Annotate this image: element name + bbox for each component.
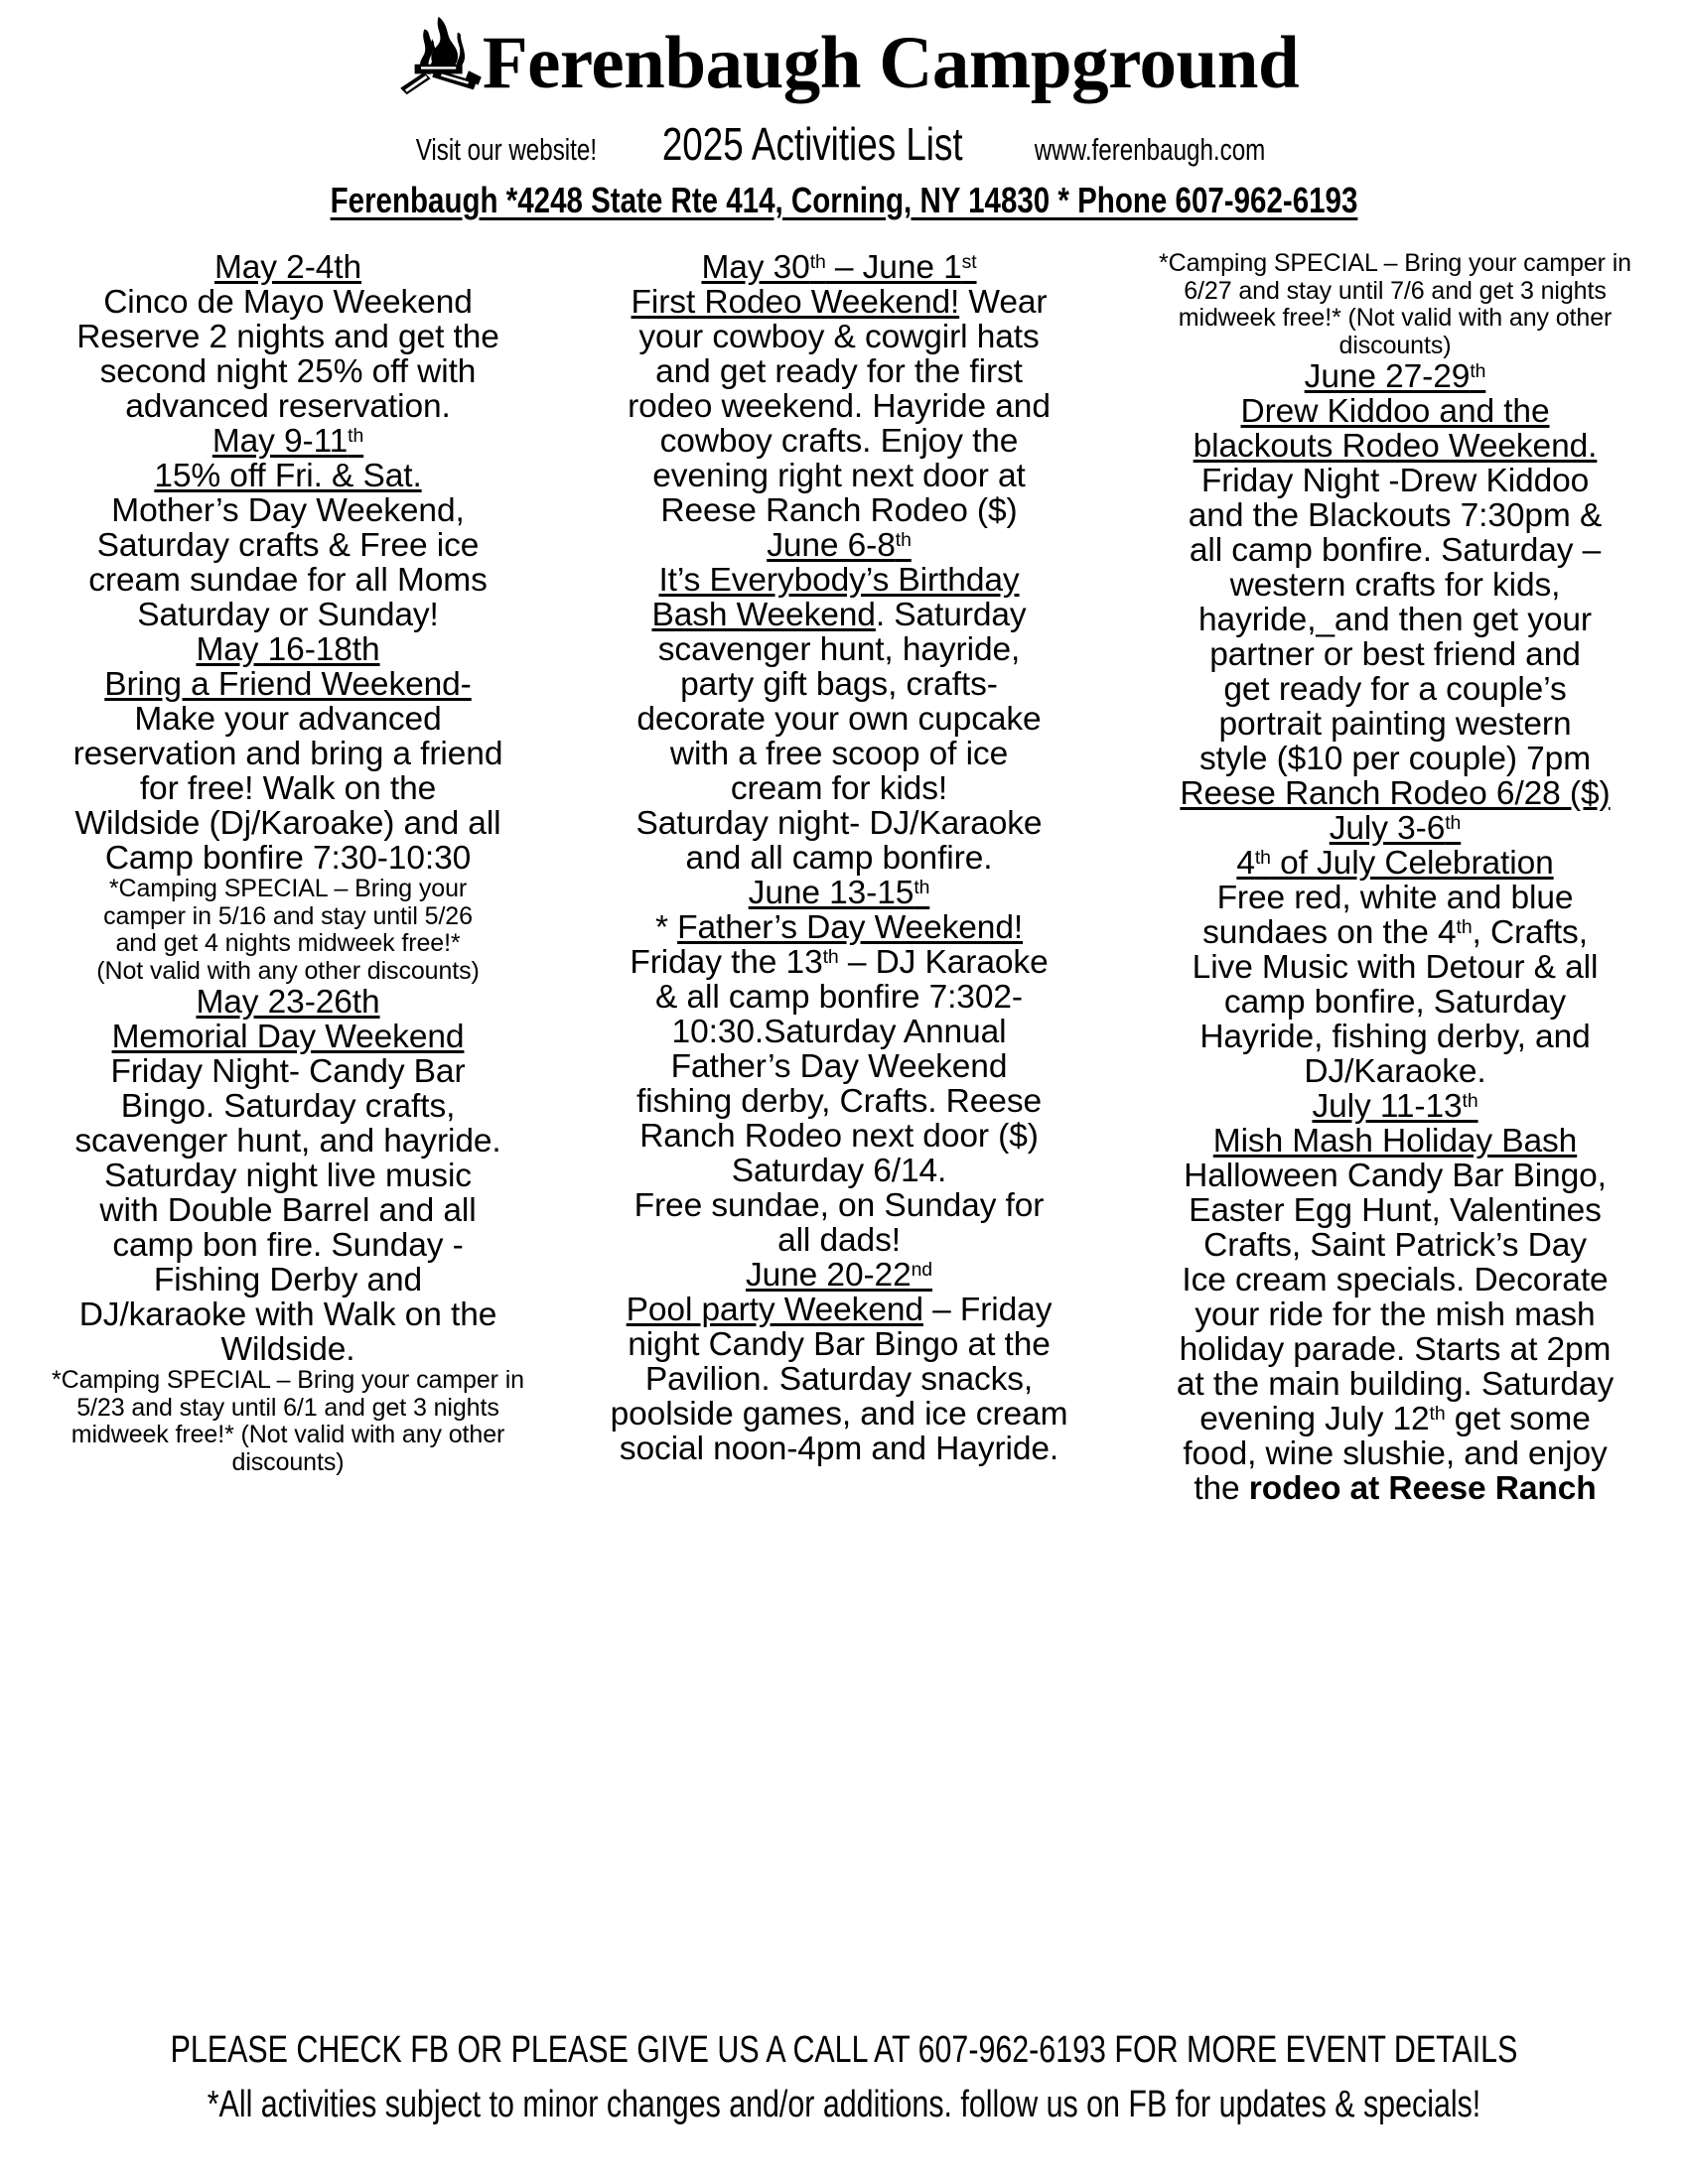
event-description-line: Saturday night live music <box>104 1158 472 1194</box>
footer-contact-line: PLEASE CHECK FB OR PLEASE GIVE US A CALL AT 607-962-6193 FOR MORE EVENT DETAILS <box>170 2028 1518 2071</box>
event-date-heading: May 2-4th <box>213 249 362 286</box>
event-description-line: Free sundae, on Sunday for <box>633 1187 1045 1224</box>
event-description-line: Saturday or Sunday! <box>137 597 439 633</box>
title-row <box>0 18 1688 107</box>
event-description-line: at the main building. Saturday <box>1176 1366 1615 1403</box>
camping-special-note: discounts) <box>231 1447 345 1476</box>
event-title-heading: Drew Kiddoo and the <box>1240 393 1550 430</box>
event-description-line: Bash Weekend. Saturday <box>651 597 1027 633</box>
event-description-line: reservation and bring a friend <box>72 736 503 772</box>
event-date-heading: May 23-26th <box>196 984 380 1021</box>
column-2 <box>585 250 1093 1506</box>
column-1 <box>34 250 542 1506</box>
event-description-line: western crafts for kids, <box>1229 567 1561 604</box>
campfire-icon <box>389 12 485 107</box>
event-description-line: and get ready for the first <box>655 353 1023 390</box>
camping-special-note: 6/27 and stay until 7/6 and get 3 nights <box>1184 276 1607 305</box>
page-footer <box>0 2023 1688 2132</box>
event-date-heading: May 16-18th <box>196 631 380 668</box>
event-description-line: night Candy Bar Bingo at the <box>628 1326 1051 1363</box>
event-description-line: Hayride, fishing derby, and <box>1199 1019 1591 1055</box>
event-description-line: scavenger hunt, hayride, <box>657 631 1021 668</box>
event-description-line: partner or best friend and <box>1209 636 1581 673</box>
event-description-line: and the Blackouts 7:30pm & <box>1188 497 1603 534</box>
event-description-line: style ($10 per couple) 7pm <box>1198 741 1592 777</box>
event-description-line: cowboy crafts. Enjoy the <box>659 423 1019 460</box>
camping-special-note: 5/23 and stay until 6/1 and get 3 nights <box>76 1393 499 1422</box>
event-description-line: your ride for the mish mash <box>1195 1297 1596 1333</box>
event-date-heading: May 30th – June 1st <box>701 249 977 286</box>
event-title-heading: 4th of July Celebration <box>1236 845 1554 882</box>
event-description-line: cream for kids! <box>730 770 948 807</box>
event-description-line: rodeo weekend. Hayride and <box>628 388 1051 425</box>
activities-list-title: 2025 Activities List <box>661 118 963 170</box>
event-title-heading: It’s Everybody’s Birthday <box>658 562 1020 599</box>
event-description-line: camp bonfire, Saturday <box>1223 984 1567 1021</box>
event-description-line: for free! Walk on the <box>139 770 437 807</box>
event-description-line: advanced reservation. <box>125 388 451 425</box>
event-description-line: 10:30.Saturday Annual <box>671 1014 1007 1050</box>
event-description-line: Free red, white and blue <box>1216 880 1574 916</box>
camping-special-note: (Not valid with any other discounts) <box>96 956 480 985</box>
event-description-line: second night 25% off with <box>99 353 477 390</box>
event-title-heading: Bring a Friend Weekend- <box>104 666 472 703</box>
camping-special-note: *Camping SPECIAL – Bring your camper in <box>52 1366 524 1394</box>
camping-special-note: *Camping SPECIAL – Bring your camper in <box>1159 249 1631 277</box>
event-description-line: Fishing Derby and <box>153 1262 423 1298</box>
event-description-line: get ready for a couple’s <box>1223 671 1567 708</box>
event-description-line: and all camp bonfire. <box>685 840 993 877</box>
event-date-heading: June 27-29th <box>1304 358 1486 395</box>
event-description-line: with Double Barrel and all <box>99 1192 477 1229</box>
event-description-line: all dads! <box>777 1222 901 1259</box>
camping-special-note: midweek free!* (Not valid with any other <box>70 1421 505 1448</box>
event-description-line: Wildside. <box>220 1331 355 1368</box>
event-date-heading: May 9-11th <box>211 423 364 460</box>
camping-special-note: discounts) <box>1338 331 1452 359</box>
event-description-line: cream sundae for all Moms <box>88 562 488 599</box>
event-title-heading: 15% off Fri. & Sat. <box>154 458 422 494</box>
event-description-line: evening right next door at <box>652 458 1026 494</box>
event-description-line: party gift bags, crafts- <box>680 666 998 703</box>
camping-special-note: midweek free!* (Not valid with any other <box>1178 304 1613 332</box>
event-title-heading: Memorial Day Weekend <box>111 1019 465 1055</box>
event-description-line: Crafts, Saint Patrick’s Day <box>1203 1227 1587 1264</box>
footer-disclaimer-line: *All activities subject to minor changes and/or additions. follow us on FB for updates & specials! <box>207 2083 1481 2125</box>
event-description-line: DJ/Karaoke. <box>1304 1053 1486 1090</box>
event-description-line: your cowboy & cowgirl hats <box>638 319 1040 355</box>
event-description-line: camp bon fire. Sunday - <box>112 1227 464 1264</box>
event-description-line: Cinco de Mayo Weekend <box>103 284 473 321</box>
page-header <box>0 0 1688 221</box>
event-description-line: holiday parade. Starts at 2pm <box>1179 1331 1612 1368</box>
event-description-line: decorate your own cupcake <box>636 701 1042 738</box>
event-description-line: Halloween Candy Bar Bingo, <box>1184 1158 1607 1194</box>
event-description-line: Reese Ranch Rodeo ($) <box>660 492 1018 529</box>
event-description-line: food, wine slushie, and enjoy <box>1183 1435 1608 1472</box>
event-description-line: Camp bonfire 7:30-10:30 <box>104 840 472 877</box>
camping-special-note: and get 4 nights midweek free!* <box>115 929 461 957</box>
event-description-line: sundaes on the 4th, Crafts, <box>1202 914 1588 951</box>
column-3 <box>1136 250 1654 1506</box>
event-description-line: Friday Night -Drew Kiddoo <box>1200 463 1590 499</box>
event-description-line: Saturday 6/14. <box>731 1153 947 1189</box>
website-url[interactable]: www.ferenbaugh.com <box>1034 132 1266 167</box>
subtitle-row <box>0 117 1688 171</box>
page-title: Ferenbaugh Campground <box>482 21 1300 104</box>
event-description-line: portrait painting western <box>1218 706 1572 743</box>
visit-website-label: Visit our website! <box>415 132 597 167</box>
event-description-line: DJ/karaoke with Walk on the <box>78 1297 497 1333</box>
event-description-line: Saturday crafts & Free ice <box>96 527 480 564</box>
event-title-heading: blackouts Rodeo Weekend. <box>1193 428 1598 465</box>
event-description-line: Wildside (Dj/Karoake) and all <box>74 805 501 842</box>
event-description-line: all camp bonfire. Saturday – <box>1189 532 1602 569</box>
event-description-line: Ranch Rodeo next door ($) <box>639 1118 1039 1155</box>
event-title-heading: Mish Mash Holiday Bash <box>1212 1123 1578 1160</box>
event-description-line: Pool party Weekend – Friday <box>626 1292 1053 1328</box>
event-date-heading: June 6-8th <box>767 527 912 564</box>
event-date-heading: July 3-6th <box>1329 810 1462 847</box>
event-description-line: social noon-4pm and Hayride. <box>619 1431 1059 1467</box>
event-description-line: Saturday night- DJ/Karaoke <box>635 805 1043 842</box>
event-date-heading: June 20-22nd <box>745 1257 933 1294</box>
event-description-line: hayride,_and then get your <box>1198 602 1592 638</box>
event-title-heading: Reese Ranch Rodeo 6/28 ($) <box>1180 775 1611 812</box>
event-description-line: Friday the 13th – DJ Karaoke <box>630 944 1049 981</box>
event-description-line: scavenger hunt, and hayride. <box>74 1123 501 1160</box>
address-and-phone: Ferenbaugh *4248 State Rte 414, Corning, NY 14830 * Phone 607-962-6193 <box>330 180 1358 220</box>
event-description-line: Mother’s Day Weekend, <box>111 492 465 529</box>
event-description-line: * Father’s Day Weekend! <box>654 909 1024 946</box>
event-description-line: with a free scoop of ice <box>669 736 1009 772</box>
event-description-line: & all camp bonfire 7:302- <box>655 979 1023 1016</box>
event-description-line: Make your advanced <box>134 701 442 738</box>
camping-special-note: *Camping SPECIAL – Bring your <box>108 875 468 902</box>
event-description-line: Friday Night- Candy Bar <box>110 1053 466 1090</box>
event-description-line: the rodeo at Reese Ranch <box>1194 1470 1597 1507</box>
event-description-line: poolside games, and ice cream <box>610 1396 1068 1433</box>
event-date-heading: July 11-13th <box>1312 1088 1478 1125</box>
event-description-line: Reserve 2 nights and get the <box>76 319 499 355</box>
event-description-line: Live Music with Detour & all <box>1192 949 1599 986</box>
event-description-line: Pavilion. Saturday snacks, <box>644 1361 1034 1398</box>
event-description-line: Father’s Day Weekend <box>670 1048 1008 1085</box>
activities-columns <box>0 250 1688 1506</box>
event-description-line: Ice cream specials. Decorate <box>1182 1262 1609 1298</box>
camping-special-note: camper in 5/16 and stay until 5/26 <box>103 901 473 930</box>
event-description-line: Easter Egg Hunt, Valentines <box>1189 1192 1602 1229</box>
event-description-line: Bingo. Saturday crafts, <box>120 1088 456 1125</box>
event-description-line: First Rodeo Weekend! Wear <box>631 284 1048 321</box>
event-description-line: fishing derby, Crafts. Reese <box>635 1083 1043 1120</box>
event-description-line: evening July 12th get some <box>1199 1401 1591 1437</box>
event-date-heading: June 13-15th <box>748 875 930 911</box>
